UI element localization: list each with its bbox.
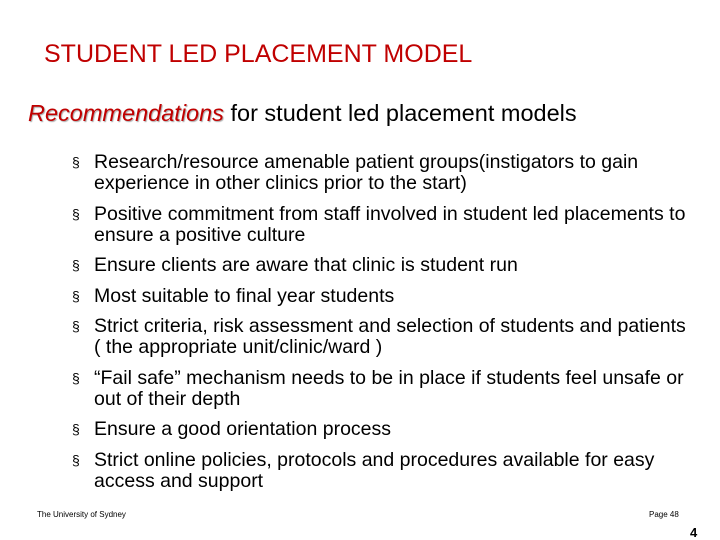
slide-title: STUDENT LED PLACEMENT MODEL [44,40,473,68]
bullet-text: Strict criteria, risk assessment and selection of students and patients ( the appropriate unit/clinic/ward ) [94,315,686,358]
bullet-marker-icon: § [72,287,80,304]
slide-subtitle [28,100,577,127]
footer-organization: The University of Sydney [37,510,126,519]
bullet-marker-icon: § [72,257,80,273]
bullet-marker-icon: § [72,421,80,437]
bullet-item [72,419,692,440]
bullet-text: Ensure a good orientation process [94,418,392,440]
subtitle-rest: for student led placement models [223,100,577,126]
bullet-marker-icon: § [72,318,80,334]
bullet-list [72,152,692,501]
subtitle-emphasis: Recommendations [28,100,224,126]
bullet-text: Research/resource amenable patient groups(instigators to gain experience in other clinics prior to the start) [94,151,639,194]
bullet-text: “Fail safe” mechanism needs to be in place if students feel unsafe or out of their depth [94,366,684,410]
bullet-marker-icon: § [72,205,80,222]
bullet-item [72,286,692,307]
bullet-text: Ensure clients are aware that clinic is student run [94,254,518,276]
bullet-item [72,368,692,410]
bullet-marker-icon: § [72,369,80,386]
bullet-item [72,204,692,246]
bullet-item [72,255,692,276]
slide-number: 4 [690,525,698,540]
bullet-text: Strict online policies, protocols and procedures available for easy access and support [94,448,655,492]
bullet-marker-icon: § [72,154,80,170]
bullet-text: Most suitable to final year students [94,284,395,307]
bullet-item [72,316,692,358]
bullet-item [72,450,692,492]
footer-page-label: Page 48 [649,510,679,519]
bullet-marker-icon: § [72,451,80,468]
bullet-text: Positive commitment from staff involved in student led placements to ensure a positive culture [94,202,686,246]
bullet-item [72,152,692,194]
